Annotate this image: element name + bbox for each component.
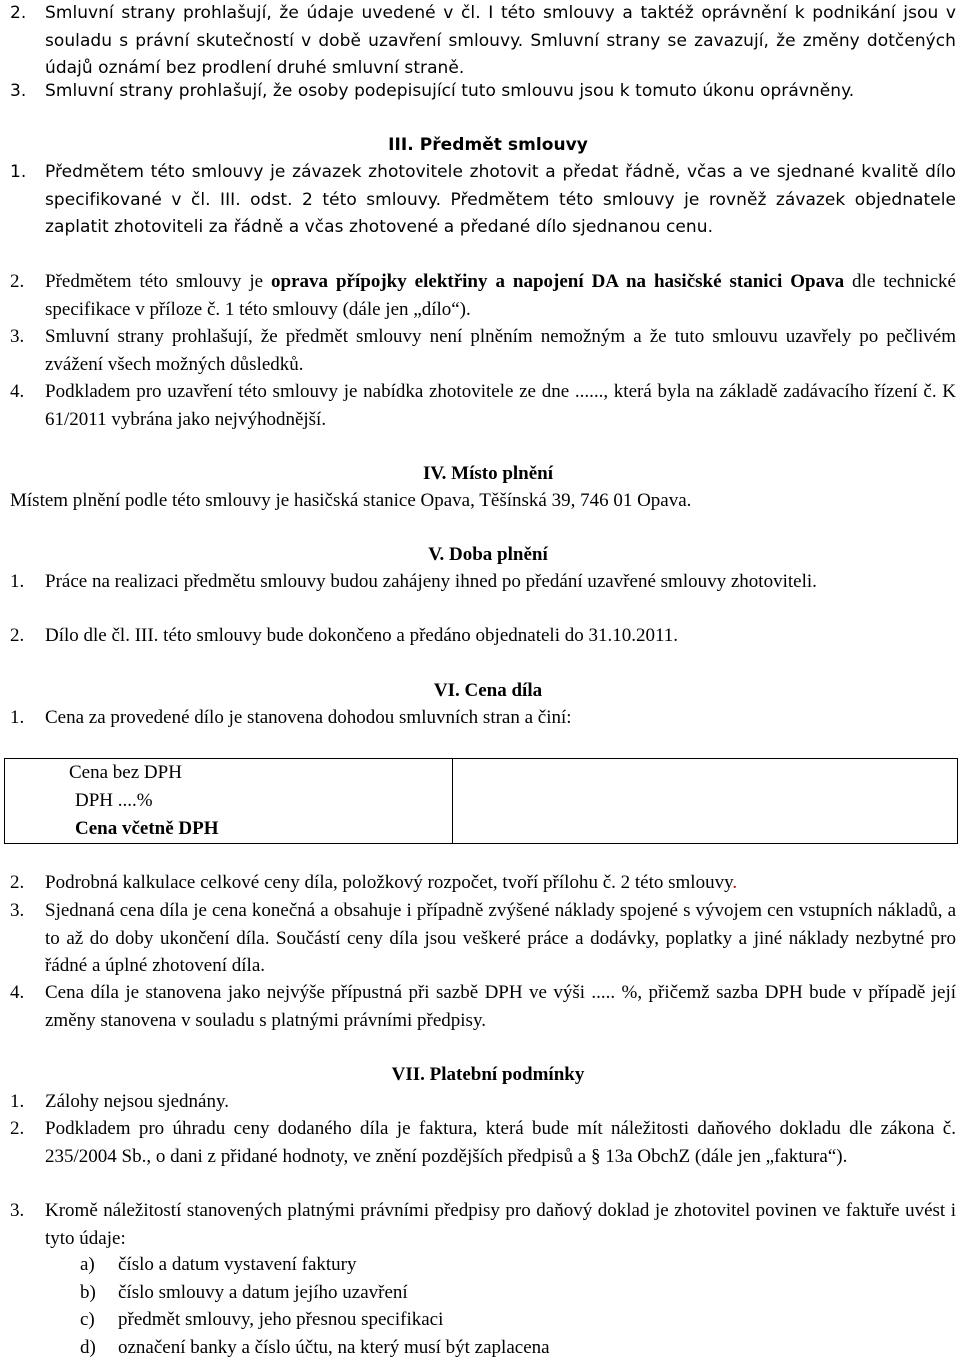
clause-III-2 <box>10 268 956 323</box>
clause-number: 1. <box>10 162 27 182</box>
work-subject: oprava přípojky elektřiny a napojení DA na hasičské stanici Opava <box>271 271 845 292</box>
clause-text: Smluvní strany prohlašují, že předmět smlouvy není plněním nemožným a že tuto smlouvu uzavřely po pečlivém zvážení všech možných důsledků. <box>45 326 956 375</box>
clause-text: Sjednaná cena díla je cena konečná a obsahuje i případně zvýšené náklady spojené s vývojem cen vstupních nákladů, a to až do doby ukončení díla. Součástí ceny díla jsou veškeré práce a dodávky, poplatky a jiné náklady nezbytné pro řádné a úplné zhotovení díla. <box>45 900 956 976</box>
section-heading-VII: VII. Platební podmínky <box>391 1064 585 1085</box>
clause-III-4 <box>10 378 956 433</box>
price-without-vat-label: Cena bez DPH <box>69 762 182 783</box>
clause-VI-1 <box>10 704 956 732</box>
clause-III-1 <box>10 159 956 242</box>
clause-number: 3. <box>10 900 25 921</box>
clause-text: Podkladem pro uzavření této smlouvy je nabídka zhotovitele ze dne ......, která byla na základě zadávacího řízení č. K 61/2011 vybrána jako nejvýhodnější. <box>45 381 956 430</box>
list-item: b) číslo smlouvy a datum jejího uzavření <box>80 1281 408 1303</box>
clause-text: Cena za provedené dílo je stanovena dohodou smluvních stran a činí: <box>45 707 572 728</box>
clause-VI-2 <box>10 869 956 897</box>
clause-V-1 <box>10 568 956 596</box>
clause-text: Práce na realizaci předmětu smlouvy budou zahájeny ihned po předání uzavřené smlouvy zhotoviteli. <box>45 571 817 592</box>
clause-text: Podkladem pro úhradu ceny dodaného díla je faktura, která bude mít náležitosti daňového dokladu dle zákona č. 235/2004 Sb., o dani z přidané hodnoty, ve znění pozdějších předpisů a § 13a ObchZ (dále jen „faktura“). <box>45 1118 956 1167</box>
clause-text: Zálohy nejsou sjednány. <box>45 1091 229 1112</box>
clause-text: Předmětem této smlouvy je závazek zhotovitele zhotovit a předat řádně, včas a ve sjednané kvalitě dílo specifikované v čl. III. odst. 2 této smlouvy. Předmětem této smlouvy je rovněž závazek objednatele zaplatit zhotoviteli za řádně a včas zhotovené a předané dílo sjednanou cenu. <box>45 162 956 237</box>
price-table <box>4 758 958 844</box>
clause-VI-3 <box>10 897 956 980</box>
price-labels-cell <box>5 759 453 844</box>
vat-label: DPH ....% <box>75 790 153 811</box>
clause-text: Smluvní strany prohlašují, že osoby podepisující tuto smlouvu jsou k tomuto úkonu oprávněny. <box>45 81 855 101</box>
section-heading-III: III. Předmět smlouvy <box>388 135 588 155</box>
clause-number: 4. <box>10 381 25 402</box>
clause-VII-2 <box>10 1115 956 1170</box>
clause-VII-3 <box>10 1197 956 1252</box>
clause-V-2 <box>10 622 956 650</box>
clause-number: 1. <box>10 707 25 728</box>
section-heading-VI: VI. Cena díla <box>433 680 543 701</box>
clause-VI-4 <box>10 979 956 1034</box>
list-item: a) číslo a datum vystavení faktury <box>80 1254 357 1275</box>
price-values-cell <box>453 759 958 844</box>
clause-number: 1. <box>10 1091 25 1112</box>
clause-text: Podrobná kalkulace celkové ceny díla, položkový rozpočet, tvoří přílohu č. 2 této smlouvy. <box>45 872 738 893</box>
clause-III-3 <box>10 323 956 378</box>
clause-number: 4. <box>10 982 25 1003</box>
invoice-requirements-list <box>10 1251 956 1361</box>
clause-3-intro <box>10 78 956 106</box>
list-item: c) předmět smlouvy, jeho přesnou specifikaci <box>80 1309 444 1330</box>
section-heading-V: V. Doba plnění <box>428 544 548 565</box>
clause-text: Kromě náležitostí stanovených platnými právními předpisy pro daňový doklad je zhotovitel povinen ve faktuře uvést i tyto údaje: <box>45 1200 956 1249</box>
clause-number: 3. <box>10 1200 25 1221</box>
clause-number: 2. <box>10 3 27 23</box>
clause-number: 2. <box>10 625 25 646</box>
clause-number: 3. <box>10 81 27 101</box>
list-item: d) označení banky a číslo účtu, na který musí být zaplacena <box>80 1336 550 1358</box>
clause-text: Cena díla je stanovena jako nejvýše přípustná při sazbě DPH ve výši ..... %, přičemž sazba DPH bude v případě její změny stanovena v souladu s platnými právními předpisy. <box>45 982 956 1031</box>
clause-number: 3. <box>10 326 25 347</box>
clause-number: 1. <box>10 571 25 592</box>
clause-2-intro <box>10 0 956 83</box>
clause-number: 2. <box>10 271 25 292</box>
clause-VII-1 <box>10 1088 956 1116</box>
price-with-vat-label: Cena včetně DPH <box>75 818 219 839</box>
clause-text: Smluvní strany prohlašují, že údaje uvedené v čl. I této smlouvy a taktéž oprávnění k podnikání jsou v souladu s právní skutečností v době uzavření smlouvy. Smluvní strany se zavazují, že změny dotčených údajů oznámí bez prodlení druhé smluvní straně. <box>45 3 956 78</box>
clause-number: 2. <box>10 872 25 893</box>
clause-text: Dílo dle čl. III. této smlouvy bude dokončeno a předáno objednateli do 31.10.2011. <box>45 625 679 646</box>
clause-text: Předmětem této smlouvy je oprava přípojky elektřiny a napojení DA na hasičské stanici Opava dle technické specifikace v příloze č. 1 této smlouvy (dále jen „dílo“). <box>45 271 956 320</box>
place-of-performance: Místem plnění podle této smlouvy je hasičská stanice Opava, Těšínská 39, 746 01 Opava. <box>10 490 692 511</box>
section-heading-IV: IV. Místo plnění <box>422 463 554 484</box>
clause-number: 2. <box>10 1118 25 1139</box>
